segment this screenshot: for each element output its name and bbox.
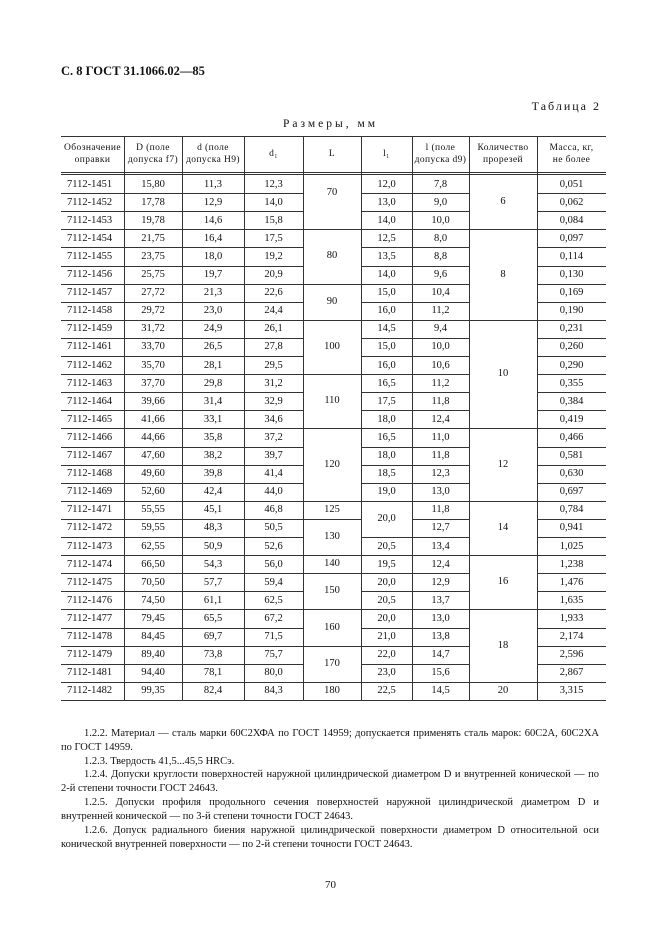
row-rule — [469, 501, 537, 502]
table-cell-D: 31,72 — [141, 323, 165, 335]
table-cell-D: 99,35 — [141, 685, 165, 697]
table-cell-d1: 26,1 — [264, 323, 283, 335]
table-cell-l1: 16,0 — [377, 359, 396, 371]
table-cell-slots: 20 — [497, 684, 509, 696]
table-cell-slots: 8 — [500, 268, 506, 280]
table-cell-D: 17,78 — [141, 196, 165, 208]
column-header — [469, 136, 537, 172]
table-cell-d: 11,3 — [204, 178, 222, 190]
table-cell-l: 13,4 — [431, 540, 450, 552]
table-cell-d: 82,4 — [203, 685, 223, 697]
table-cell-mass: 2,867 — [559, 667, 584, 679]
table-cell-D: 19,78 — [141, 214, 165, 226]
table-cell-l1: 15,0 — [377, 287, 396, 299]
table-cell-d1: 27,8 — [264, 341, 283, 353]
table-cell-D: 49,60 — [141, 468, 165, 480]
table-cell-d1: 50,5 — [264, 522, 283, 534]
table-cell-d: 31,4 — [203, 395, 223, 407]
table-cell-mass: 0,784 — [559, 504, 584, 516]
table-cell-L: 140 — [324, 558, 340, 570]
table-cell-mass: 0,062 — [559, 196, 584, 208]
column-header-line: Количество — [477, 143, 529, 153]
table-cell-L: 160 — [324, 621, 340, 633]
table-cell-d1: 52,6 — [264, 540, 283, 552]
table-cell-d1: 20,9 — [264, 269, 283, 280]
column-header-line: допуска d9) — [414, 155, 467, 165]
table-cell-D: 37,70 — [141, 377, 165, 389]
table-cell-l: 14,5 — [431, 685, 450, 697]
column-header-line: не более — [552, 155, 591, 165]
table-cell-code: 7112-1463 — [67, 377, 113, 389]
table-cell-l: 13,7 — [431, 594, 450, 606]
table-cell-L: 100 — [324, 340, 340, 352]
table-cell-l: 10,0 — [431, 214, 450, 226]
column-header-text — [64, 142, 121, 166]
table-cell-l: 7,8 — [433, 178, 448, 190]
table-cell-d: 35,8 — [203, 431, 223, 443]
table-cell-mass: 0,581 — [559, 450, 584, 461]
table-cell-code: 7112-1482 — [67, 685, 113, 697]
table-cell-code: 7112-1472 — [67, 522, 113, 534]
table-cell-code: 7112-1457 — [67, 287, 113, 299]
table-cell-mass: 0,231 — [559, 323, 584, 335]
table-cell-mass: 0,097 — [559, 232, 584, 244]
table-cell-l1: 20,5 — [377, 594, 396, 606]
table-cell-d1: 62,5 — [264, 594, 283, 606]
table-cell-d: 73,8 — [203, 649, 223, 661]
table-cell-D: 39,66 — [141, 395, 165, 407]
table-cell-d1: 22,6 — [264, 287, 283, 299]
table-cell-D: 15,80 — [141, 178, 165, 190]
table-cell-code: 7112-1461 — [67, 341, 113, 353]
table-cell-mass: 0,941 — [559, 522, 584, 534]
table-cell-l1: 18,0 — [377, 450, 396, 461]
table-cell-code: 7112-1479 — [67, 649, 113, 661]
table-cell-mass: 1,238 — [559, 558, 584, 570]
table-cell-d: 69,7 — [203, 631, 223, 642]
header-bottom-rule — [61, 172, 606, 173]
table-cell-code: 7112-1473 — [67, 540, 113, 552]
table-cell-mass: 0,084 — [559, 214, 584, 226]
note-paragraph: 1.2.6. Допуск радиального биения наружной цилиндрической поверхности диаметром D относительной оси конической внутренней поверхности — по 2-й степени точности ГОСТ 24643. — [61, 825, 599, 850]
table-cell-mass: 0,419 — [559, 413, 584, 425]
table-cell-D: 41,66 — [141, 413, 165, 425]
row-rule — [303, 284, 361, 285]
column-header-text — [415, 142, 467, 166]
table-cell-d1: 44,0 — [264, 486, 283, 498]
table-cell-D: 23,75 — [141, 250, 165, 262]
table-cell-d: 61,1 — [203, 594, 223, 606]
table-cell-mass: 2,596 — [559, 649, 584, 661]
table-cell-code: 7112-1481 — [67, 667, 113, 679]
column-header-line: D (поле — [136, 143, 170, 153]
column-header-text — [383, 148, 390, 160]
table-cell-l: 9,4 — [433, 323, 448, 335]
row-rule — [469, 609, 537, 610]
column-header-line: оправки — [74, 155, 111, 165]
table-cell-d1: 15,8 — [264, 214, 283, 226]
table-cell-l: 10,0 — [431, 341, 450, 353]
table-cell-mass: 0,466 — [559, 431, 584, 443]
table-cell-D: 89,40 — [141, 649, 165, 661]
table-cell-l: 8,8 — [433, 250, 448, 262]
table-cell-d1: 75,7 — [264, 649, 283, 661]
table-cell-mass: 0,114 — [559, 250, 584, 262]
table-cell-l1: 20,0 — [377, 612, 396, 624]
table-cell-d1: 39,7 — [264, 450, 283, 461]
table-cell-L: 150 — [324, 585, 340, 597]
table-cell-l: 14,7 — [431, 649, 450, 661]
table-cell-d: 26,5 — [203, 341, 223, 353]
table-cell-slots: 12 — [497, 458, 509, 470]
column-header-text — [329, 148, 335, 160]
table-label: Таблица 2 — [531, 99, 601, 113]
table-cell-L: 170 — [324, 657, 340, 669]
table-cell-l: 12,3 — [431, 468, 450, 480]
table-cell-d: 78,1 — [203, 667, 223, 679]
table-cell-l1: 14,0 — [377, 214, 396, 226]
table-cell-d1: 46,8 — [264, 504, 283, 516]
table-cell-D: 33,70 — [141, 341, 165, 353]
table-cell-code: 7112-1466 — [67, 431, 113, 443]
table-cell-d1: 37,2 — [264, 431, 283, 443]
table-cell-l1: 13,5 — [377, 250, 396, 262]
table-cell-d: 38,2 — [203, 450, 223, 461]
table-cell-L: 125 — [324, 503, 340, 515]
table-cell-code: 7112-1475 — [67, 576, 113, 588]
table-cell-l: 13,8 — [431, 631, 450, 642]
table-cell-code: 7112-1455 — [67, 250, 113, 262]
table-cell-l1: 18,5 — [377, 468, 396, 480]
row-rule — [303, 374, 361, 375]
table-cell-d: 19,7 — [203, 269, 223, 280]
table-cell-l: 11,8 — [431, 504, 450, 516]
row-rule — [303, 519, 361, 520]
row-rule — [303, 573, 361, 574]
table-cell-l1: 14,0 — [377, 269, 396, 280]
table-cell-d1: 31,2 — [264, 377, 283, 389]
table-cell-d1: 67,2 — [264, 612, 283, 624]
column-divider — [303, 136, 304, 700]
column-header-line: d₁ — [269, 149, 278, 159]
table-cell-mass: 0,630 — [559, 468, 584, 480]
table-cell-D: 35,70 — [141, 359, 165, 371]
row-rule — [469, 428, 537, 429]
note-paragraph: 1.2.3. Твердость 41,5...45,5 HRCэ. — [84, 756, 235, 767]
table-cell-d1: 29,5 — [264, 359, 283, 371]
table-cell-d: 48,3 — [203, 522, 223, 534]
table-cell-d1: 41,4 — [264, 468, 283, 480]
table-cell-L: 120 — [324, 458, 340, 470]
table-cell-D: 66,50 — [141, 558, 165, 570]
table-cell-code: 7112-1452 — [67, 196, 113, 208]
table-cell-d: 28,1 — [203, 359, 223, 371]
table-cell-code: 7112-1459 — [67, 323, 113, 335]
table-cell-slots: 18 — [497, 639, 509, 651]
row-rule — [303, 229, 361, 230]
table-cell-l: 11,0 — [431, 431, 450, 443]
table-cell-d: 29,8 — [203, 377, 223, 389]
table-cell-code: 7112-1476 — [67, 594, 113, 606]
table-cell-l1: 12,5 — [377, 232, 396, 244]
table-cell-l1-merged: 20,0 — [377, 512, 396, 524]
column-header-line: допуска H9) — [186, 155, 240, 165]
row-rule — [303, 428, 361, 429]
note-paragraph: 1.2.2. Материал — сталь марки 60С2ХФА по ГОСТ 14959; допускается применять сталь марок: 60С2А, 60С2ХА по ГОСТ 14959. — [61, 728, 599, 753]
table-cell-d1: 14,0 — [264, 196, 283, 208]
row-rule — [469, 320, 537, 321]
table-cell-code: 7112-1462 — [67, 359, 113, 371]
table-cell-l: 10,6 — [431, 359, 450, 371]
table-cell-l1: 20,5 — [377, 540, 396, 552]
row-rule — [303, 609, 361, 610]
table-cell-d1: 80,0 — [264, 667, 283, 679]
page-number: 70 — [325, 879, 336, 891]
table-cell-d: 23,0 — [203, 305, 223, 317]
table-cell-D: 29,72 — [141, 305, 165, 317]
table-cell-mass: 1,933 — [559, 612, 584, 624]
table-cell-code: 7112-1469 — [67, 486, 113, 498]
table-cell-d1: 19,2 — [264, 250, 283, 262]
row-rule — [469, 555, 537, 556]
table-cell-code: 7112-1451 — [67, 178, 113, 190]
table-cell-l: 12,4 — [431, 558, 450, 570]
table-cell-code: 7112-1464 — [67, 395, 113, 407]
table-cell-code: 7112-1456 — [67, 269, 113, 280]
table-cell-l1: 17,5 — [377, 395, 396, 407]
table-cell-slots: 6 — [500, 196, 506, 208]
column-header-line: l₁ — [383, 149, 390, 159]
table-cell-code: 7112-1474 — [67, 558, 113, 570]
table-cell-D: 70,50 — [141, 576, 165, 588]
table-cell-l1: 13,0 — [377, 196, 396, 208]
table-cell-mass: 0,697 — [559, 486, 584, 498]
table-cell-L: 90 — [326, 295, 338, 307]
table-cell-d1: 56,0 — [264, 558, 283, 570]
table-cell-d: 24,9 — [203, 323, 223, 335]
table-cell-l: 11,8 — [431, 395, 450, 407]
table-cell-d: 39,8 — [203, 468, 223, 480]
table-cell-code: 7112-1467 — [67, 450, 113, 461]
table-cell-D: 44,66 — [141, 431, 165, 443]
table-cell-mass: 0,190 — [559, 305, 584, 317]
table-cell-D: 84,45 — [141, 631, 165, 642]
table-cell-code: 7112-1477 — [67, 612, 113, 624]
table-cell-D: 59,55 — [141, 522, 165, 534]
table-cell-l1: 14,5 — [377, 323, 396, 335]
table-cell-l: 13,0 — [431, 612, 450, 624]
column-header-line: Обозначение — [64, 143, 121, 153]
table-cell-mass: 0,260 — [559, 341, 584, 353]
sizes-label: Размеры, мм — [282, 118, 379, 130]
column-header-text — [128, 142, 178, 166]
table-cell-l: 10,4 — [431, 287, 450, 299]
column-header — [61, 136, 124, 172]
row-rule — [469, 229, 537, 230]
table-cell-d1: 71,5 — [264, 631, 283, 642]
table-cell-d: 14,6 — [203, 214, 223, 226]
table-cell-L: 70 — [326, 187, 338, 199]
table-cell-l: 11,2 — [431, 377, 450, 389]
column-header-line: d (поле — [197, 143, 229, 153]
table-cell-D: 94,40 — [141, 667, 165, 679]
table-cell-d1: 34,6 — [264, 413, 283, 425]
table-cell-mass: 0,169 — [559, 287, 584, 299]
table-cell-code: 7112-1458 — [67, 305, 113, 317]
column-header — [182, 136, 244, 172]
table-cell-d: 57,7 — [203, 576, 223, 588]
table-cell-mass: 0,384 — [559, 395, 584, 407]
table-cell-l1: 21,0 — [377, 631, 396, 642]
table-cell-d: 21,3 — [203, 287, 223, 299]
table-cell-d: 54,3 — [203, 558, 223, 570]
column-header-text — [477, 142, 528, 166]
table-cell-L: 110 — [324, 395, 340, 407]
note-paragraph: 1.2.5. Допуски профиля продольного сечения поверхностей наружной цилиндрической диаметром D и внутренней конической — по 3-й степени точности ГОСТ 24643. — [61, 797, 599, 822]
table-cell-L: 80 — [326, 250, 338, 262]
table-cell-code: 7112-1478 — [67, 631, 113, 642]
column-header-text — [269, 148, 278, 160]
table-cell-mass: 3,315 — [559, 685, 584, 697]
table-cell-d1: 12,3 — [264, 178, 283, 190]
column-header — [537, 136, 606, 172]
table-cell-D: 25,75 — [141, 269, 165, 280]
table-cell-l: 12,9 — [431, 576, 450, 588]
table-cell-l1: 22,5 — [377, 685, 396, 697]
table-cell-D: 74,50 — [141, 594, 165, 606]
table-cell-D: 52,60 — [141, 486, 165, 498]
table-cell-mass: 0,051 — [559, 178, 584, 190]
column-header-text — [550, 142, 594, 166]
table-cell-l: 13,0 — [431, 486, 450, 498]
table-cell-l: 9,6 — [433, 269, 448, 280]
table-cell-l1: 16,0 — [377, 305, 396, 317]
table-cell-d: 18,0 — [203, 250, 223, 262]
column-header-line: Масса, кг, — [549, 143, 594, 153]
table-cell-l1: 19,0 — [377, 486, 396, 498]
table-cell-l: 12,4 — [431, 413, 450, 425]
table-cell-mass: 1,476 — [559, 576, 584, 588]
table-cell-mass: 1,025 — [559, 540, 584, 552]
table-cell-l1: 12,0 — [377, 178, 396, 190]
table-cell-L: 130 — [324, 531, 340, 542]
table-cell-code: 7112-1454 — [67, 232, 113, 244]
table-cell-mass: 1,635 — [559, 594, 584, 606]
table-cell-D: 21,75 — [141, 232, 165, 244]
table-cell-D: 55,55 — [141, 504, 165, 516]
table-cell-mass: 0,290 — [559, 359, 584, 371]
table-cell-d: 33,1 — [203, 413, 223, 425]
table-cell-D: 27,72 — [141, 287, 165, 299]
table-cell-mass: 0,130 — [559, 269, 584, 280]
column-header — [412, 136, 469, 172]
table-cell-D: 47,60 — [141, 450, 165, 461]
column-header — [244, 136, 303, 172]
table-cell-D: 79,45 — [141, 612, 165, 624]
table-cell-code: 7112-1453 — [67, 214, 113, 226]
table-cell-l1: 19,5 — [377, 558, 396, 570]
table-cell-d: 65,5 — [203, 612, 223, 624]
table-cell-L: 180 — [324, 684, 340, 696]
table-cell-d1: 84,3 — [264, 685, 283, 697]
table-cell-l: 8,0 — [433, 232, 448, 244]
table-cell-code: 7112-1471 — [67, 504, 113, 516]
table-cell-code: 7112-1468 — [67, 468, 113, 480]
table-cell-d1: 17,5 — [264, 232, 283, 244]
column-header — [303, 136, 361, 172]
column-header-text — [186, 142, 240, 166]
row-rule — [303, 646, 361, 647]
column-header-line: l (поле — [425, 143, 456, 153]
table-cell-l1: 23,0 — [377, 667, 396, 679]
table-cell-slots: 16 — [497, 576, 509, 588]
table-cell-l1: 22,0 — [377, 649, 396, 661]
table-cell-l1: 16,5 — [377, 377, 396, 389]
table-cell-l1: 15,0 — [377, 341, 396, 353]
table-cell-code: 7112-1465 — [67, 413, 113, 425]
table-cell-d: 42,4 — [203, 486, 223, 498]
row-rule — [303, 320, 361, 321]
table-cell-mass: 2,174 — [559, 631, 584, 642]
note-paragraph: 1.2.4. Допуски круглости поверхностей наружной цилиндрической диаметром D и внутренней конической — по 2-й степени точности ГОСТ 24643. — [61, 769, 599, 794]
table-cell-d1: 32,9 — [264, 395, 283, 407]
table-cell-d: 50,9 — [203, 540, 223, 552]
table-cell-l1: 18,0 — [377, 413, 396, 425]
table-cell-l1: 16,5 — [377, 431, 396, 443]
table-cell-l: 9,0 — [433, 196, 448, 208]
table-cell-slots: 10 — [497, 368, 509, 380]
table-cell-l: 15,6 — [431, 667, 450, 679]
column-header-line: прорезей — [483, 155, 523, 165]
table-cell-d: 12,9 — [203, 196, 223, 208]
table-cell-d: 45,1 — [203, 504, 223, 516]
column-divider — [469, 136, 470, 700]
table-cell-mass: 0,355 — [559, 377, 584, 389]
table-cell-l: 11,2 — [431, 305, 450, 317]
column-header — [361, 136, 412, 172]
page-header: С. 8 ГОСТ 31.1066.02—85 — [61, 64, 205, 78]
column-header-line: L — [328, 149, 336, 159]
table-cell-l1: 20,0 — [377, 576, 396, 588]
table-cell-d: 16,4 — [203, 232, 223, 244]
table-cell-d1: 59,4 — [264, 576, 283, 588]
table-cell-D: 62,55 — [141, 540, 165, 552]
table-cell-l: 11,8 — [431, 450, 450, 461]
column-header — [124, 136, 182, 172]
table-cell-l: 12,7 — [431, 522, 450, 534]
table-cell-d1: 24,4 — [264, 305, 283, 317]
column-header-line: допуска f7) — [127, 155, 179, 165]
table-cell-slots: 14 — [497, 521, 509, 533]
